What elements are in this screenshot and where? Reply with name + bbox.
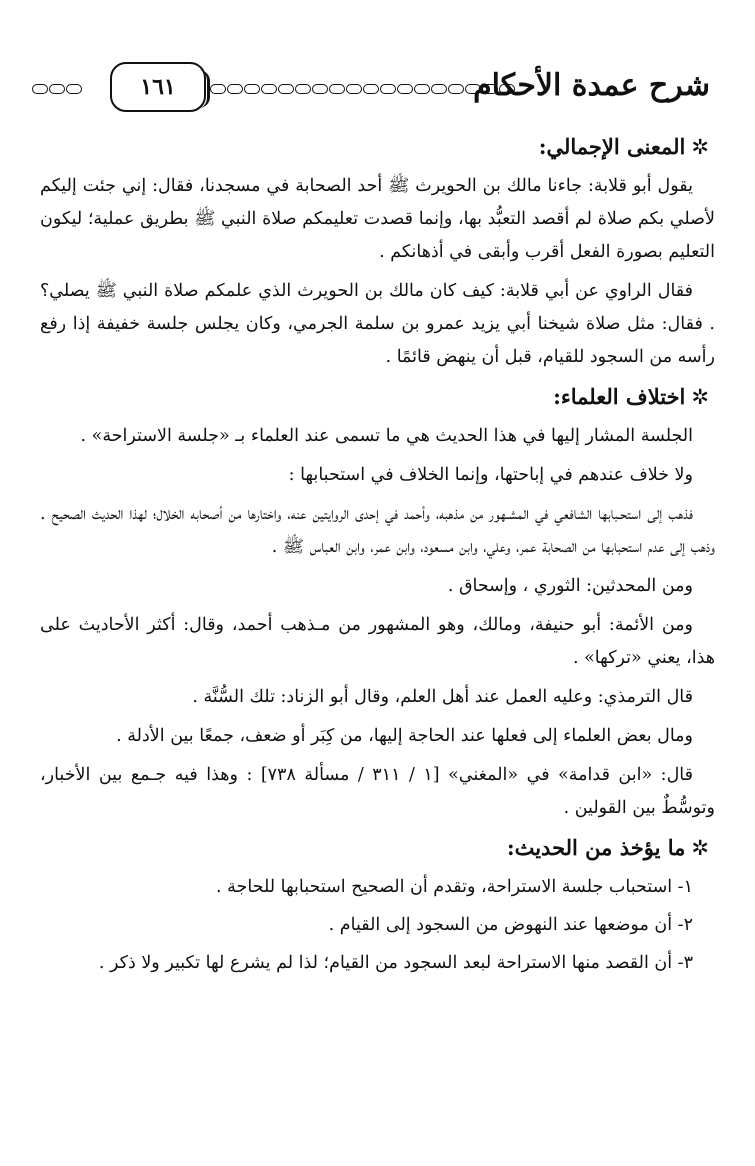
paragraph: الجلسة المشار إليها في هذا الحديث هي ما تسمى عند العلماء بـ «جلسة الاستراحة» . bbox=[80, 426, 693, 446]
paragraph: ومن المحدثين: الثوري ، وإسحاق . bbox=[447, 576, 693, 596]
list-item: ١- استحباب جلسة الاستراحة، وتقدم أن الصحيح استحبابها للحاجة . bbox=[216, 877, 693, 897]
asterisk-icon: ✲ bbox=[691, 836, 709, 860]
page-number: ١٦١ bbox=[140, 74, 176, 100]
paragraph: قال الترمذي: وعليه العمل عند أهل العلم، وقال أبو الزناد: تلك السُّنَّة . bbox=[192, 687, 693, 707]
paragraph: يقول أبو قلابة: جاءنا مالك بن الحويرث ﷺ أحد الصحابة في مسجدنا، فقال: إني جئت إليكم لأصلي بكم صلاة لم أقصد التعبُّد بها، وإنما قصدت تعليمكم صلاة النبي ﷺ بطريق عملية؛ ليكون التعليم بصورة الفعل أقرب وأبقى في أذهانكم . bbox=[40, 176, 715, 262]
paragraph: فذهب إلى استحـبابها الشافعي في المشـهور من مذهبه، وأحمد في إحدى الروايتين عنه، واختارها من أصحابه الخلال؛ لهذا الحديث الصحيح . وذهب إلى عدم استحبابها من الصحابة عمر، وعلي، وابن مسعود، وابن عمر، وابن العباس ﷺ . bbox=[40, 504, 715, 557]
section-heading-meaning: ✲المعنى الإجمالي: bbox=[538, 134, 709, 159]
list-item: ٢- أن موضعها عند النهوض من السجود إلى القيام . bbox=[328, 915, 693, 935]
header-ornament-long bbox=[210, 84, 515, 96]
paragraph: ومن الأئمة: أبو حنيفة، ومالك، وهو المشهور من مـذهب أحمد، وقال: أكثر الأحاديث على هذا، يعني «تركها» . bbox=[40, 615, 715, 668]
asterisk-icon: ✲ bbox=[691, 135, 709, 159]
list-item: ٣- أن القصد منها الاستراحة لبعد السجود من القيام؛ لذا لم يشرع لها تكبير ولا ذكر . bbox=[98, 953, 693, 973]
paragraph: ومال بعض العلماء إلى فعلها عند الحاجة إليها، من كِبَر أو ضعف، جمعًا بين الأدلة . bbox=[116, 726, 693, 746]
paragraph: قال: «ابن قدامة» في «المغني» [١ / ٣١١ / مسألة ٧٣٨] : وهذا فيه جـمع بين الأخبار، وتوسُّطٌ بين القولين . bbox=[40, 765, 715, 818]
page-number-box bbox=[110, 62, 206, 112]
paragraph: فقال الراوي عن أبي قلابة: كيف كان مالك بن الحويرث الذي علمكم صلاة النبي ﷺ يصلي؟ . فقال: مثل صلاة شيخنا أبي يزيد عمرو بن سلمة الجرمي، وكان يجلس جلسة خفيفة إذا رفع رأسه من السجود للقيام، قبل أن ينهض قائمًا . bbox=[40, 281, 715, 367]
section-heading-lessons: ✲ما يؤخذ من الحديث: bbox=[506, 835, 709, 860]
book-title: شرح عمدة الأحكام bbox=[473, 68, 710, 103]
page-header bbox=[30, 62, 720, 122]
paragraph: ولا خلاف عندهم في إباحتها، وإنما الخلاف في استحبابها : bbox=[288, 465, 693, 485]
asterisk-icon: ✲ bbox=[691, 385, 709, 409]
page-content bbox=[40, 128, 715, 985]
section-heading-disagreement: ✲اختلاف العلماء: bbox=[553, 384, 709, 409]
header-ornament-short bbox=[32, 84, 82, 96]
